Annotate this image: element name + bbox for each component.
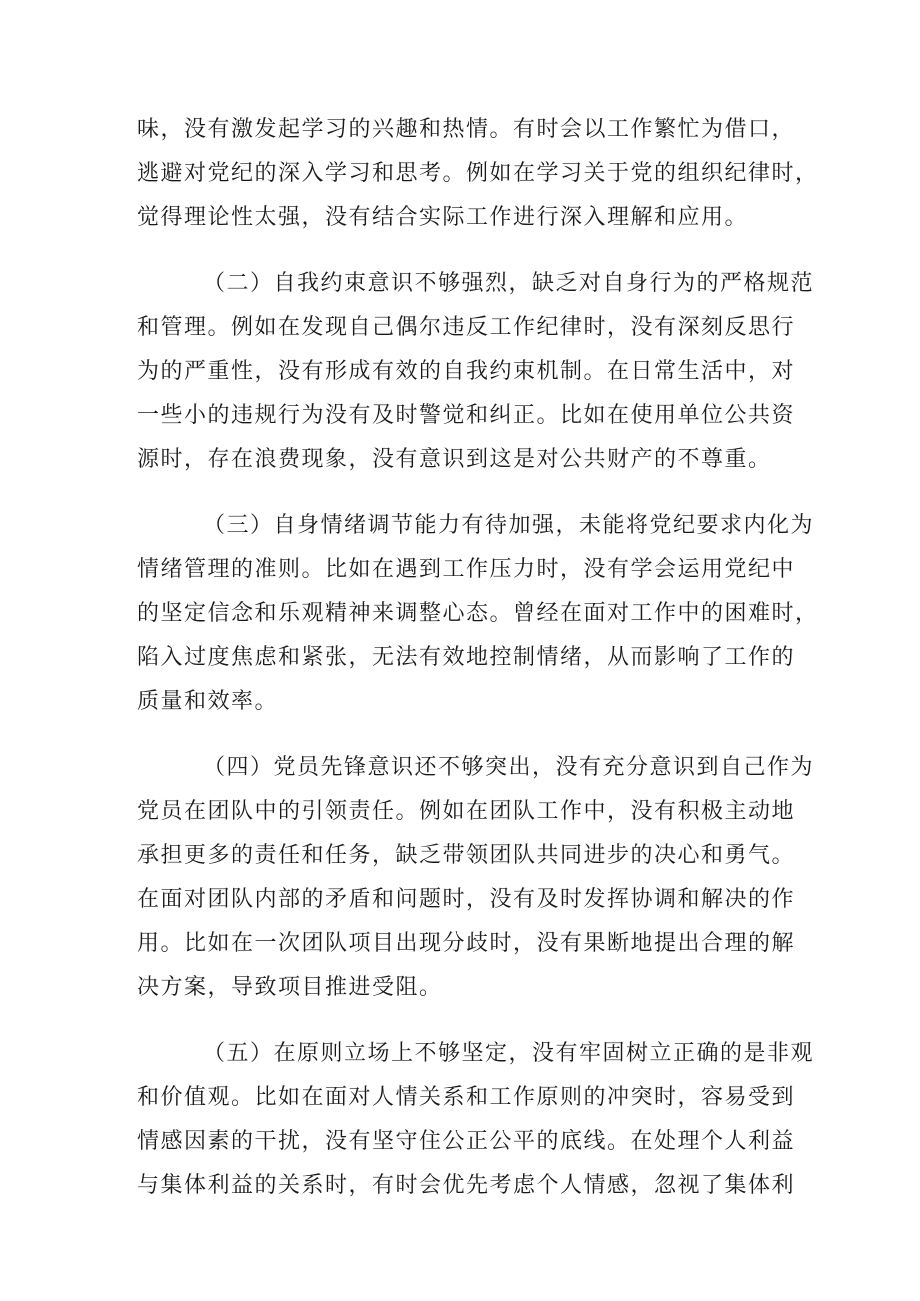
text-line: 觉得理论性太强，没有结合实际工作进行深入理解和应用。 [137,205,749,230]
text-line: 用。比如在一次团队项目出现分歧时，没有果断地提出合理的解 [137,931,796,956]
paragraph [137,108,819,240]
text-line: 为的严重性，没有形成有效的自我约束机制。在日常生活中，对 [137,359,796,384]
text-line: 陷入过度焦虑和紧张，无法有效地控制情绪，从而影响了工作的 [137,645,796,670]
text-line: 承担更多的责任和任务，缺乏带领团队共同进步的决心和勇气。 [137,843,796,868]
text-line: （五）在原则立场上不够坚定，没有牢固树立正确的是非观 [203,1041,815,1066]
text-line: 和管理。例如在发现自己偶尔违反工作纪律时，没有深刻反思行 [137,315,796,340]
text-line: 逃避对党纪的深入学习和思考。例如在学习关于党的组织纪律时， [137,161,819,186]
text-line: 的坚定信念和乐观精神来调整心态。曾经在面对工作中的困难时， [137,601,819,626]
paragraph [137,262,815,482]
paragraph [137,746,815,1010]
text-line: 质量和效率。 [137,689,279,714]
text-line: 决方案，导致项目推进受阻。 [137,975,443,1000]
text-line: 味，没有激发起学习的兴趣和热情。有时会以工作繁忙为借口， [137,117,796,142]
text-line: 在面对团队内部的矛盾和问题时，没有及时发挥协调和解决的作 [137,887,796,912]
paragraph-spacer [137,240,787,262]
text-line: （二）自我约束意识不够强烈，缺乏对自身行为的严格规范 [203,271,815,296]
text-line: （三）自身情绪调节能力有待加强，未能将党纪要求内化为 [203,513,815,538]
text-line: 党员在团队中的引领责任。例如在团队工作中，没有积极主动地 [137,799,796,824]
paragraph-spacer [137,1010,787,1032]
text-line: 源时，存在浪费现象，没有意识到这是对公共财产的不尊重。 [137,447,772,472]
paragraph-spacer [137,482,787,504]
text-line: 与集体利益的关系时，有时会优先考虑个人情感，忽视了集体利 [137,1173,796,1198]
paragraph-spacer [137,724,787,746]
text-line: 一些小的违规行为没有及时警觉和纠正。比如在使用单位公共资 [137,403,796,428]
text-line: 和价值观。比如在面对人情关系和工作原则的冲突时，容易受到 [137,1085,796,1110]
document-body [137,108,819,1208]
text-line: （四）党员先锋意识还不够突出，没有充分意识到自己作为 [203,755,815,780]
text-line: 情感因素的干扰，没有坚守住公正公平的底线。在处理个人利益 [137,1129,796,1154]
paragraph [137,504,819,724]
text-line: 情绪管理的准则。比如在遇到工作压力时，没有学会运用党纪中 [137,557,796,582]
paragraph [137,1032,815,1208]
